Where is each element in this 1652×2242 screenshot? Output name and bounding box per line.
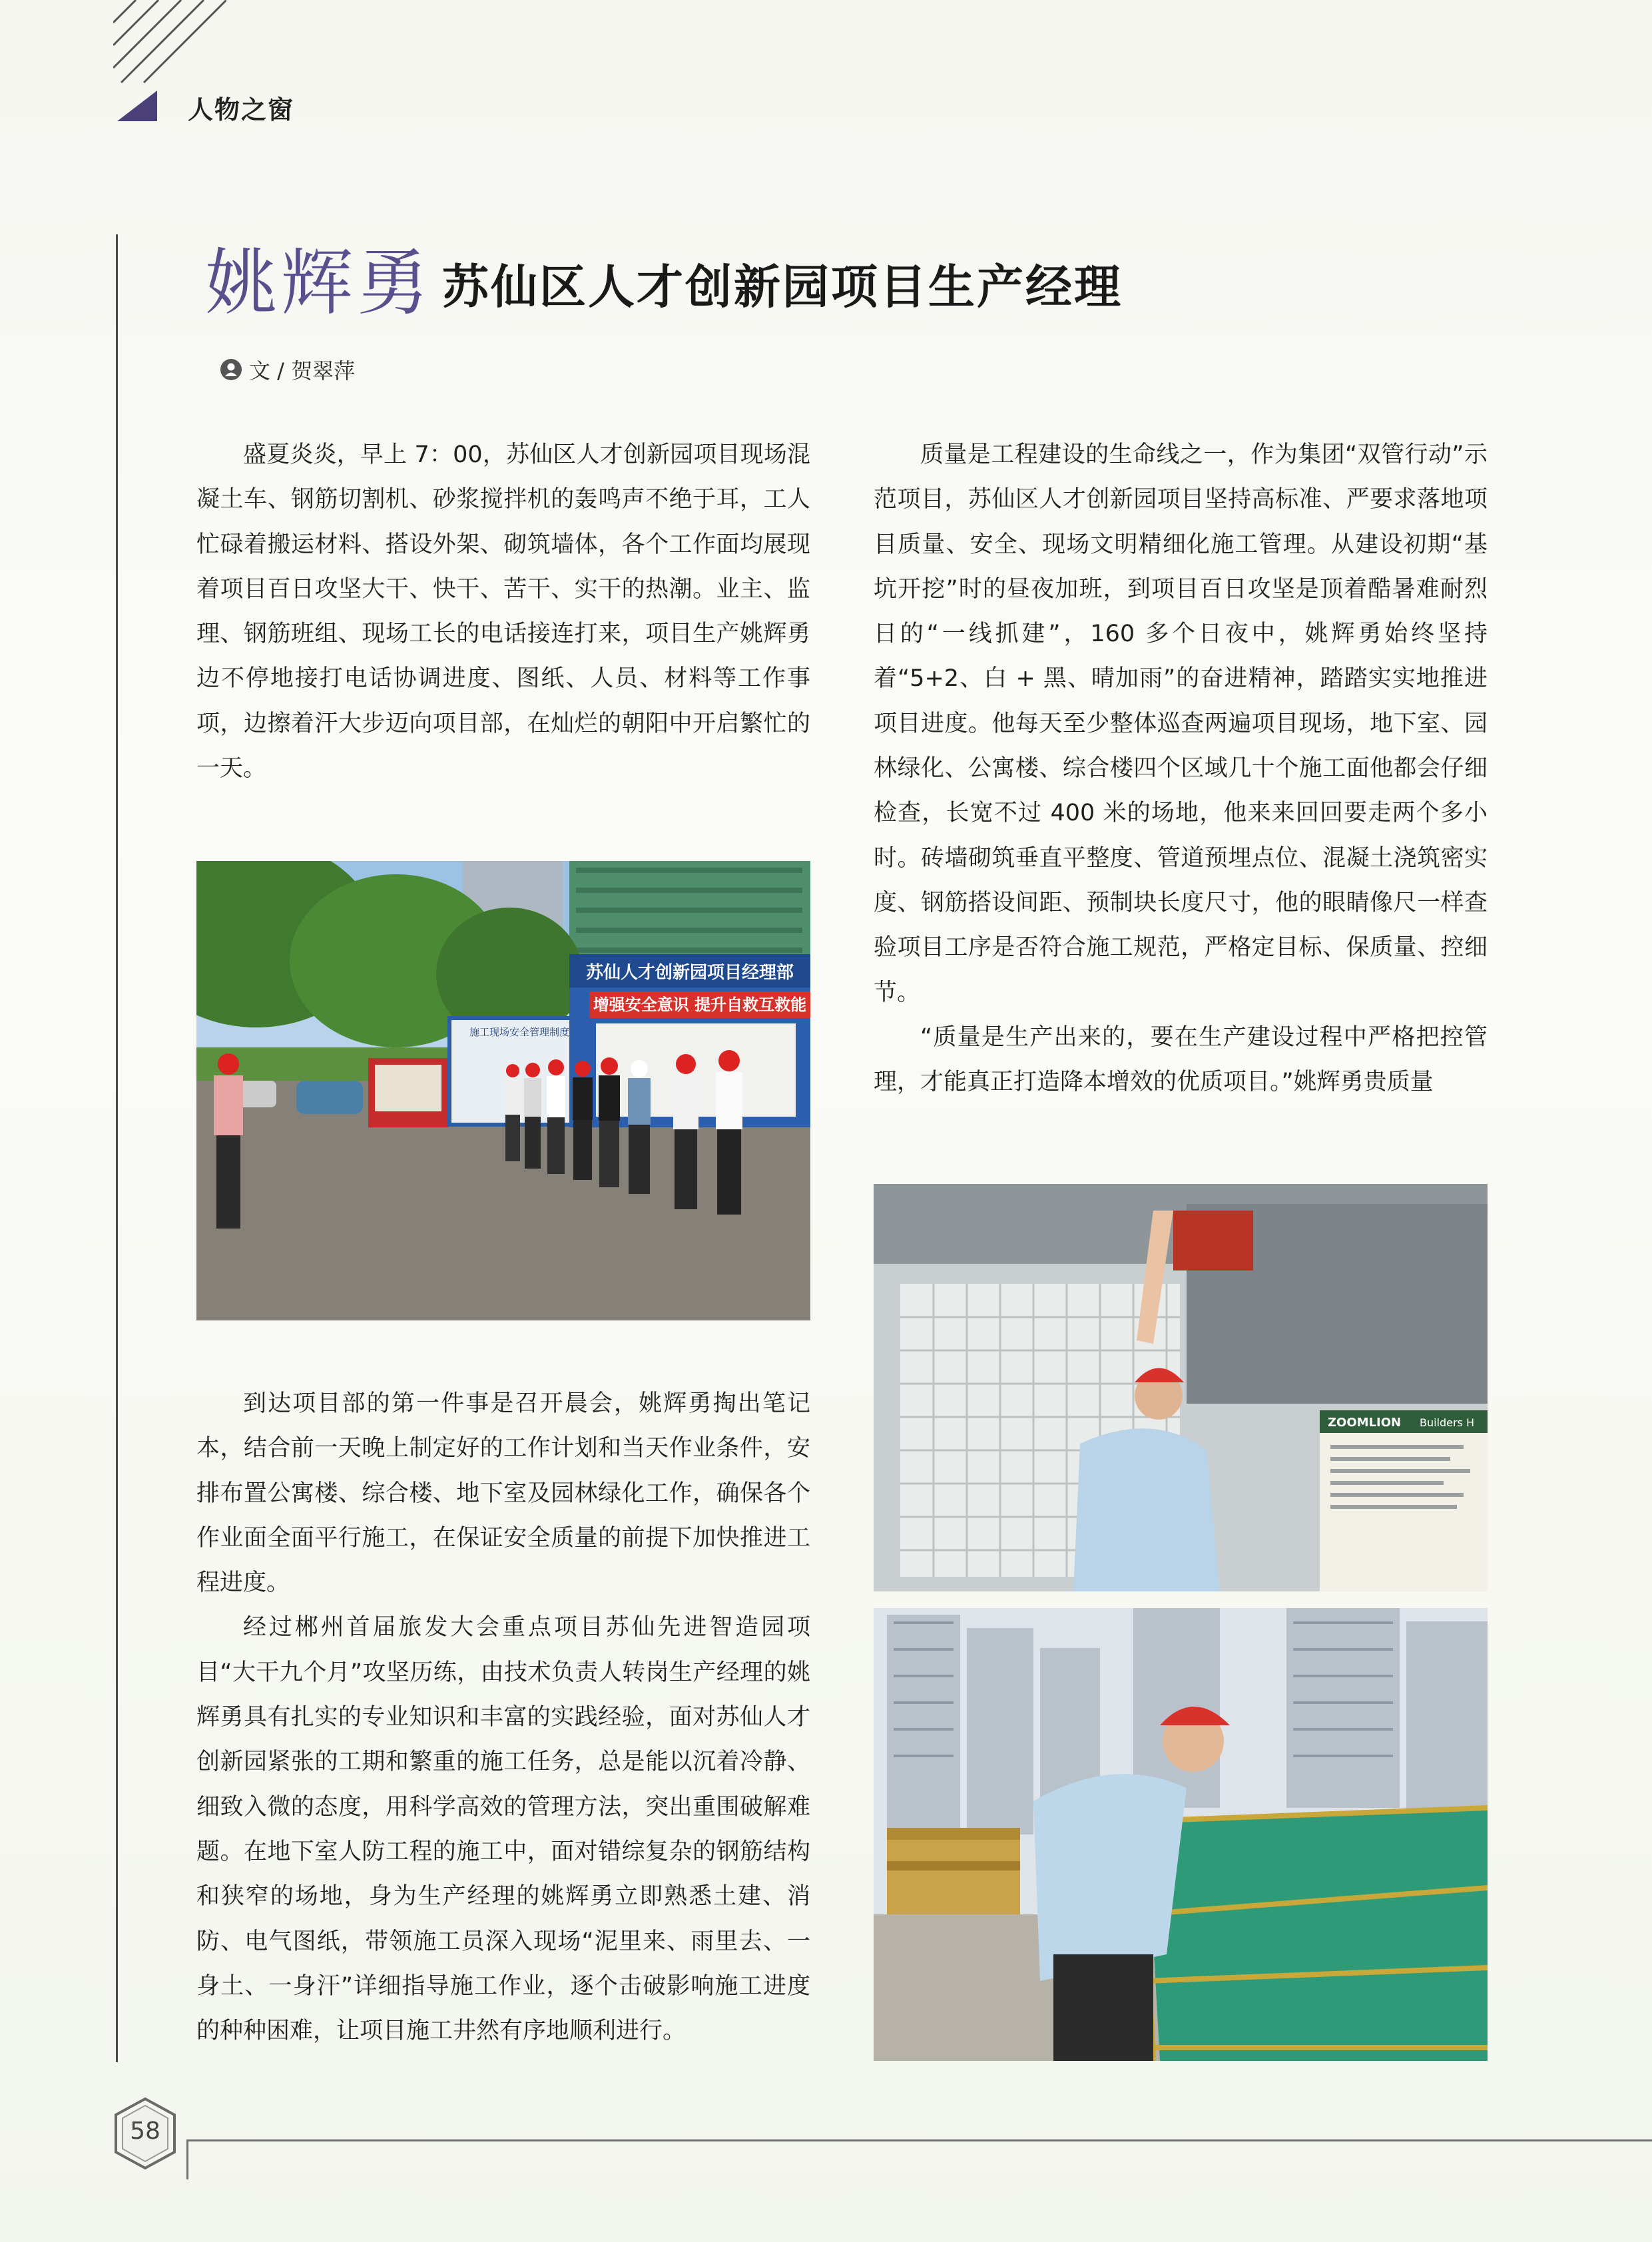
header-stripes: [113, 0, 226, 87]
byline: [220, 354, 355, 385]
board-banner: 增强安全意识 提升自救互救能: [593, 995, 807, 1014]
column1-top: [196, 433, 810, 791]
board-title: 苏仙人才创新园项目经理部: [585, 963, 794, 983]
section-corner-mark: [117, 91, 157, 121]
paragraph: 到达项目部的第一件事是召开晨会，姚辉勇掏出笔记本，结合前一天晚上制定好的工作计划和当天作业条件，安排布置公寓楼、综合楼、地下室及园林绿化工作，确保各个作业面全面平行施工，在保证安全质量的前提下加快推进工程进度。: [196, 1390, 810, 1597]
paragraph: 经过郴州首届旅发大会重点项目苏仙先进智造园项目“大干九个月”攻坚历练，由技术负责人转岗生产经理的姚辉勇具有扎实的专业知识和丰富的实践经验，面对苏仙人才创新园紧张的工期和繁重的施工任务，总是能以沉着冷静、细致入微的态度，用科学高效的管理方法，突出重围破解难题。在地下室人防工程的施工中，面对错综复杂的钢筋结构和狭窄的场地，身为生产经理的姚辉勇立即熟悉土建、消防、电气图纸，带领施工员深入现场“泥里来、雨里去、一身土、一身汗”详细指导施工作业，逐个击破影响施工进度的种种困难，让项目施工井然有序地顺利进行。: [196, 1614, 810, 2045]
sign-brand: ZOOMLION: [1328, 1416, 1402, 1430]
photo-morning-meeting: [196, 861, 810, 1320]
page-number: 58: [130, 2117, 160, 2145]
article-title-name: 姚辉勇: [205, 242, 433, 325]
footer-rule: [186, 2139, 1652, 2141]
paragraph: 质量是工程建设的生命线之一，作为集团“双管行动”示范项目，苏仙区人才创新园项目坚持高标准、严要求落地项目质量、安全、现场文明精细化施工管理。从建设初期“基坑开挖”时的昼夜加班，到项目百日攻坚是顶着酷暑难耐烈日的“一线抓建”，160 多个日夜中，姚辉勇始终坚持着“5+2、白 + 黑、晴加雨”的奋进精神，踏踏实实地推进项目进度。他每天至少整体巡查两遍项目现场，地下室、园林绿化、公寓楼、综合楼四个区域几十个施工面他都会仔细检查，长宽不过 400 米的场地，他来来回回要走两个多小时。砖墙砌筑垂直平整度、管道预埋点位、混凝土浇筑密实度、钢筋搭设间距、预制块长度尺寸，他的眼睛像尺一样查验项目工序是否符合施工规范，严格定目标、保质量、控细节。: [874, 441, 1488, 1006]
author-icon: [220, 358, 242, 381]
paragraph: “质量是生产出来的，要在生产建设过程中严格把控管理，才能真正打造降本增效的优质项目。”姚辉勇贵质量: [874, 1023, 1488, 1096]
left-rule: [116, 234, 118, 2062]
column2: [874, 433, 1488, 1105]
article-title-role: 苏仙区人才创新园项目生产经理: [442, 259, 1123, 314]
sign-text: Builders H: [1420, 1416, 1475, 1429]
photo-hoist-inspection: [874, 1184, 1488, 1591]
photo-scaffold-inspection: [874, 1608, 1488, 2061]
column1-bottom: [196, 1382, 810, 2054]
footer-rule-tick: [186, 2139, 188, 2179]
notice-title: 施工现场安全管理制度: [469, 1026, 570, 1038]
byline-text: 文 / 贺翠萍: [249, 358, 356, 384]
paragraph: 盛夏炎炎，早上 7：00，苏仙区人才创新园项目现场混凝土车、钢筋切割机、砂浆搅拌机的轰鸣声不绝于耳，工人忙碌着搬运材料、搭设外架、砌筑墙体，各个工作面均展现着项目百日攻坚大干、快干、苦干、实干的热潮。业主、监理、钢筋班组、现场工长的电话接连打来，项目生产姚辉勇边不停地接打电话协调进度、图纸、人员、材料等工作事项，边擦着汗大步迈向项目部，在灿烂的朝阳中开启繁忙的一天。: [196, 441, 810, 782]
section-label: 人物之窗: [188, 95, 295, 125]
